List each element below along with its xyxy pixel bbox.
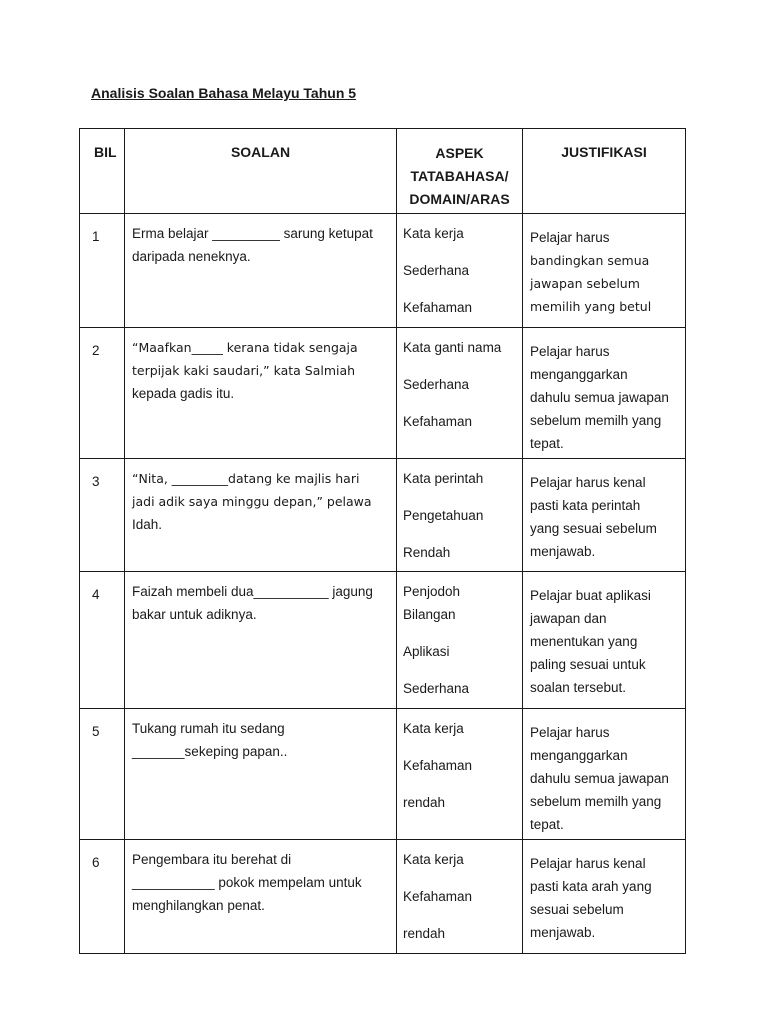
- soalan-line: kepada gadis itu.: [132, 386, 235, 401]
- justifikasi-line: memilih yang betul: [530, 299, 652, 314]
- aspek-line: Aplikasi: [403, 644, 450, 659]
- table-row: [80, 709, 686, 840]
- header-aspek-line: DOMAIN/ARAS: [409, 191, 510, 207]
- aspek-line: Kata perintah: [403, 471, 484, 486]
- aspek-line: Penjodoh: [403, 584, 461, 599]
- justifikasi-line: Pelajar harus kenal: [530, 475, 646, 490]
- cell-justifikasi: [523, 214, 686, 328]
- soalan-line: Tukang rumah itu sedang: [132, 721, 285, 736]
- soalan-line: bakar untuk adiknya.: [132, 607, 257, 622]
- soalan-line: Pengembara itu berehat di: [132, 852, 292, 867]
- cell-soalan: [125, 840, 397, 954]
- justifikasi-line: pasti kata perintah: [530, 498, 641, 513]
- soalan-line: daripada neneknya.: [132, 249, 251, 264]
- header-aspek: [397, 129, 523, 214]
- aspek-line: Kefahaman: [403, 300, 473, 315]
- cell-soalan: [125, 214, 397, 328]
- justifikasi-line: Pelajar buat aplikasi: [530, 588, 651, 603]
- table-row: [80, 840, 686, 954]
- aspek-line: Kata kerja: [403, 226, 464, 241]
- aspek-line: Sederhana: [403, 377, 470, 392]
- cell-bil: 3: [80, 459, 125, 572]
- justifikasi-line: paling sesuai untuk: [530, 657, 646, 672]
- justifikasi-line: jawapan dan: [530, 611, 607, 626]
- justifikasi-line: soalan tersebut.: [530, 680, 627, 695]
- table-row: [80, 572, 686, 709]
- header-justifikasi: JUSTIFIKASI: [523, 129, 686, 214]
- justifikasi-line: sebelum memilh yang: [530, 794, 662, 809]
- aspek-line: Kefahaman: [403, 758, 473, 773]
- soalan-line: “Maafkan_____ kerana tidak sengaja: [132, 340, 358, 355]
- soalan-line: Faizah membeli dua__________ jagung: [132, 584, 373, 599]
- cell-bil: 1: [80, 214, 125, 328]
- justifikasi-line: menjawab.: [530, 925, 596, 940]
- aspek-line: Sederhana: [403, 681, 470, 696]
- justifikasi-line: pasti kata arah yang: [530, 879, 652, 894]
- aspek-line: Bilangan: [403, 607, 456, 622]
- aspek-line: Kata ganti nama: [403, 340, 502, 355]
- table-header-row: [80, 129, 686, 214]
- cell-soalan: [125, 328, 397, 459]
- aspek-line: Kata kerja: [403, 721, 464, 736]
- aspek-line: rendah: [403, 926, 446, 941]
- aspek-line: Rendah: [403, 545, 451, 560]
- justifikasi-line: Pelajar harus: [530, 230, 610, 245]
- justifikasi-line: tepat.: [530, 436, 564, 451]
- cell-justifikasi: [523, 840, 686, 954]
- justifikasi-line: menentukan yang: [530, 634, 638, 649]
- justifikasi-line: sesuai sebelum: [530, 902, 624, 917]
- justifikasi-line: sebelum memilh yang: [530, 413, 662, 428]
- justifikasi-line: Pelajar harus kenal: [530, 856, 646, 871]
- cell-justifikasi: [523, 709, 686, 840]
- cell-soalan: [125, 572, 397, 709]
- soalan-line: Idah.: [132, 517, 163, 532]
- table-row: [80, 214, 686, 328]
- aspek-line: Kata kerja: [403, 852, 464, 867]
- cell-justifikasi: [523, 328, 686, 459]
- aspek-line: Sederhana: [403, 263, 470, 278]
- cell-aspek: [397, 840, 523, 954]
- justifikasi-line: yang sesuai sebelum: [530, 521, 657, 536]
- soalan-line: Erma belajar _________ sarung ketupat: [132, 226, 373, 241]
- cell-bil: 6: [80, 840, 125, 954]
- aspek-line: Kefahaman: [403, 414, 473, 429]
- cell-justifikasi: [523, 572, 686, 709]
- justifikasi-line: jawapan sebelum: [530, 276, 640, 291]
- header-soalan: SOALAN: [125, 129, 397, 214]
- aspek-line: Kefahaman: [403, 889, 473, 904]
- cell-bil: 4: [80, 572, 125, 709]
- justifikasi-line: bandingkan semua: [530, 253, 650, 268]
- cell-aspek: [397, 572, 523, 709]
- cell-aspek: [397, 214, 523, 328]
- soalan-line: jadi adik saya minggu depan,” pelawa: [132, 494, 372, 509]
- aspek-line: Pengetahuan: [403, 508, 484, 523]
- cell-soalan: [125, 459, 397, 572]
- header-aspek-line: TATABAHASA/: [410, 168, 509, 184]
- aspek-line: rendah: [403, 795, 446, 810]
- justifikasi-line: Pelajar harus: [530, 725, 610, 740]
- table-row: [80, 459, 686, 572]
- header-bil: BIL: [80, 129, 125, 214]
- header-aspek-line: ASPEK: [435, 145, 484, 161]
- justifikasi-line: Pelajar harus: [530, 344, 610, 359]
- cell-justifikasi: [523, 459, 686, 572]
- soalan-line: ___________ pokok mempelam untuk: [132, 875, 362, 890]
- cell-bil: 2: [80, 328, 125, 459]
- justifikasi-line: menganggarkan: [530, 367, 628, 382]
- cell-soalan: [125, 709, 397, 840]
- soalan-line: _______sekeping papan..: [132, 744, 288, 759]
- table-row: [80, 328, 686, 459]
- soalan-line: “Nita, _________datang ke majlis hari: [132, 471, 360, 486]
- cell-aspek: [397, 709, 523, 840]
- justifikasi-line: menganggarkan: [530, 748, 628, 763]
- cell-bil: 5: [80, 709, 125, 840]
- soalan-line: menghilangkan penat.: [132, 898, 265, 913]
- cell-aspek: [397, 459, 523, 572]
- justifikasi-line: tepat.: [530, 817, 564, 832]
- justifikasi-line: dahulu semua jawapan: [530, 390, 669, 405]
- justifikasi-line: dahulu semua jawapan: [530, 771, 669, 786]
- cell-aspek: [397, 328, 523, 459]
- document-title: Analisis Soalan Bahasa Melayu Tahun 5: [91, 85, 357, 101]
- justifikasi-line: menjawab.: [530, 544, 596, 559]
- soalan-line: terpijak kaki saudari,” kata Salmiah: [132, 363, 356, 378]
- analysis-table: [79, 128, 686, 954]
